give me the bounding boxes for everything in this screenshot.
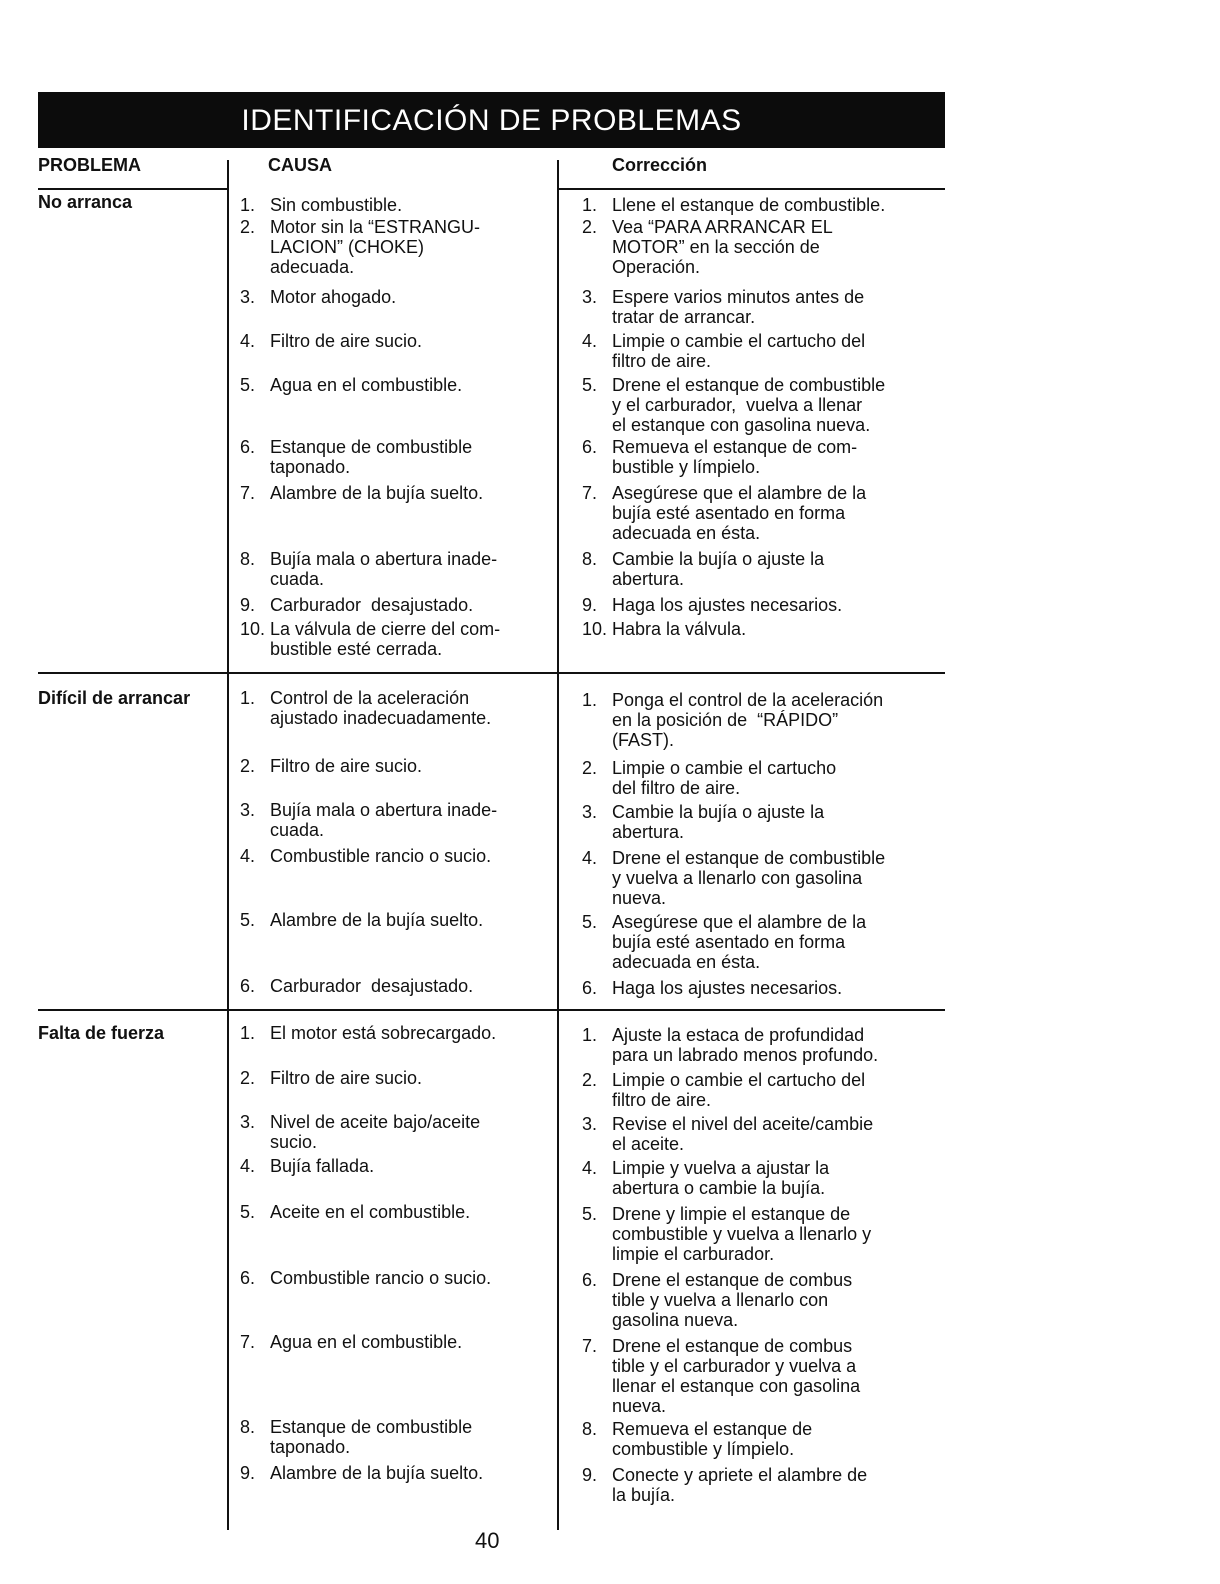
item-number: 10. — [582, 619, 608, 639]
item-number: 5. — [240, 1202, 256, 1222]
item-text: Motor ahogado. — [270, 287, 397, 307]
item-text: Filtro de aire sucio. — [270, 1068, 423, 1088]
item-number: 7. — [582, 1336, 598, 1356]
item-number: 9. — [240, 1463, 256, 1483]
header-rule — [557, 188, 945, 190]
item-text: Espere varios minutos antes de tratar de arrancar. — [612, 287, 865, 327]
item-number: 5. — [582, 375, 598, 395]
item-text: Estanque de combustible taponado. — [270, 437, 473, 477]
item-text: Sin combustible. — [270, 195, 403, 215]
page-number: 40 — [475, 1528, 500, 1553]
item-number: 3. — [582, 1114, 598, 1134]
item-number: 3. — [582, 287, 598, 307]
item-number: 2. — [240, 756, 256, 776]
item-number: 4. — [582, 848, 598, 868]
item-number: 8. — [582, 549, 598, 569]
column-divider-left — [227, 160, 229, 1530]
item-text: Agua en el combustible. — [270, 375, 463, 395]
item-text: Remueva el estanque de com- bustible y límpielo. — [612, 437, 858, 477]
item-text: Drene el estanque de combustible y el carburador, vuelva a llenar el estanque con gasolina nueva. — [612, 375, 886, 435]
item-number: 8. — [582, 1419, 598, 1439]
item-text: Filtro de aire sucio. — [270, 331, 423, 351]
item-text: La válvula de cierre del com- bustible esté cerrada. — [270, 619, 501, 659]
item-text: Revise el nivel del aceite/cambie el aceite. — [612, 1114, 874, 1154]
item-number: 4. — [240, 1156, 256, 1176]
item-text: Filtro de aire sucio. — [270, 756, 423, 776]
item-text: Drene el estanque de combus tible y el carburador y vuelva a llenar el estanque con gasolina nueva. — [612, 1336, 861, 1416]
item-number: 1. — [240, 688, 256, 708]
item-number: 2. — [582, 1070, 598, 1090]
item-text: Ajuste la estaca de profundidad para un labrado menos profundo. — [612, 1025, 879, 1065]
item-text: Limpie y vuelva a ajustar la abertura o cambie la bujía. — [612, 1158, 830, 1198]
item-number: 2. — [240, 217, 256, 237]
item-number: 1. — [240, 195, 256, 215]
item-text: Alambre de la bujía suelto. — [270, 910, 484, 930]
item-text: Conecte y apriete el alambre de la bujía. — [612, 1465, 868, 1505]
item-text: Combustible rancio o sucio. — [270, 846, 492, 866]
item-number: 7. — [240, 1332, 256, 1352]
item-text: Bujía mala o abertura inade- cuada. — [270, 549, 498, 589]
item-text: Motor sin la “ESTRANGU- LACION” (CHOKE) adecuada. — [270, 217, 481, 277]
section-divider — [38, 1009, 945, 1011]
item-number: 10. — [240, 619, 266, 639]
item-text: Carburador desajustado. — [270, 595, 474, 615]
item-number: 6. — [240, 437, 256, 457]
item-text: Asegúrese que el alambre de la bujía esté asentado en forma adecuada en ésta. — [612, 912, 867, 972]
item-number: 6. — [582, 978, 598, 998]
page-title: IDENTIFICACIÓN DE PROBLEMAS — [241, 104, 742, 137]
item-text: Alambre de la bujía suelto. — [270, 1463, 484, 1483]
item-text: Drene el estanque de combustible y vuelva a llenarlo con gasolina nueva. — [612, 848, 886, 908]
section-divider — [38, 672, 945, 674]
item-text: Nivel de aceite bajo/aceite sucio. — [270, 1112, 481, 1152]
item-text: Limpie o cambie el cartucho del filtro de aire. — [612, 331, 866, 371]
header-correccion: Corrección — [612, 155, 708, 175]
item-text: Cambie la bujía o ajuste la abertura. — [612, 802, 825, 842]
item-number: 4. — [240, 331, 256, 351]
item-text: Bujía fallada. — [270, 1156, 375, 1176]
header-problema: PROBLEMA — [38, 155, 141, 175]
item-number: 2. — [240, 1068, 256, 1088]
item-number: 5. — [240, 375, 256, 395]
item-number: 4. — [240, 846, 256, 866]
item-text: Vea “PARA ARRANCAR EL MOTOR” en la sección de Operación. — [612, 217, 833, 277]
item-number: 8. — [240, 1417, 256, 1437]
item-number: 1. — [240, 1023, 256, 1043]
item-text: El motor está sobrecargado. — [270, 1023, 497, 1043]
item-number: 2. — [582, 758, 598, 778]
item-text: Combustible rancio o sucio. — [270, 1268, 492, 1288]
item-number: 6. — [582, 1270, 598, 1290]
item-text: Ponga el control de la aceleración en la posición de “RÁPIDO” (FAST). — [612, 690, 884, 750]
item-text: Haga los ajustes necesarios. — [612, 978, 843, 998]
item-number: 4. — [582, 1158, 598, 1178]
title-banner — [38, 92, 945, 148]
item-number: 2. — [582, 217, 598, 237]
item-number: 8. — [240, 549, 256, 569]
item-number: 1. — [582, 195, 598, 215]
item-text: Habra la válvula. — [612, 619, 747, 639]
item-number: 4. — [582, 331, 598, 351]
item-number: 3. — [240, 800, 256, 820]
item-text: Drene y limpie el estanque de combustible y vuelva a llenarlo y limpie el carburador. — [612, 1204, 872, 1264]
item-number: 5. — [240, 910, 256, 930]
item-number: 3. — [240, 287, 256, 307]
item-text: Bujía mala o abertura inade- cuada. — [270, 800, 498, 840]
problem-label: Falta de fuerza — [38, 1023, 165, 1043]
item-text: Asegúrese que el alambre de la bujía esté asentado en forma adecuada en ésta. — [612, 483, 867, 543]
item-text: Limpie o cambie el cartucho del filtro de aire. — [612, 1070, 866, 1110]
item-number: 6. — [240, 976, 256, 996]
item-text: Agua en el combustible. — [270, 1332, 463, 1352]
item-text: Carburador desajustado. — [270, 976, 474, 996]
item-number: 1. — [582, 690, 598, 710]
header-causa: CAUSA — [268, 155, 333, 175]
problem-label: No arranca — [38, 192, 133, 212]
item-text: Estanque de combustible taponado. — [270, 1417, 473, 1457]
item-number: 6. — [582, 437, 598, 457]
item-number: 7. — [582, 483, 598, 503]
item-text: Cambie la bujía o ajuste la abertura. — [612, 549, 825, 589]
item-text: Limpie o cambie el cartucho del filtro de aire. — [612, 758, 837, 798]
item-text: Llene el estanque de combustible. — [612, 195, 886, 215]
item-number: 3. — [582, 802, 598, 822]
item-number: 3. — [240, 1112, 256, 1132]
column-divider-right — [557, 160, 559, 1530]
item-number: 7. — [240, 483, 256, 503]
item-text: Alambre de la bujía suelto. — [270, 483, 484, 503]
problem-label: Difícil de arrancar — [38, 688, 191, 708]
item-text: Control de la aceleración ajustado inadecuadamente. — [270, 688, 492, 728]
item-text: Drene el estanque de combus tible y vuelva a llenarlo con gasolina nueva. — [612, 1270, 853, 1330]
header-rule — [38, 188, 228, 190]
item-number: 5. — [582, 1204, 598, 1224]
item-number: 9. — [582, 595, 598, 615]
item-number: 9. — [582, 1465, 598, 1485]
item-text: Haga los ajustes necesarios. — [612, 595, 843, 615]
item-text: Remueva el estanque de combustible y límpielo. — [612, 1419, 813, 1459]
item-number: 6. — [240, 1268, 256, 1288]
item-text: Aceite en el combustible. — [270, 1202, 471, 1222]
item-number: 1. — [582, 1025, 598, 1045]
item-number: 5. — [582, 912, 598, 932]
item-number: 9. — [240, 595, 256, 615]
